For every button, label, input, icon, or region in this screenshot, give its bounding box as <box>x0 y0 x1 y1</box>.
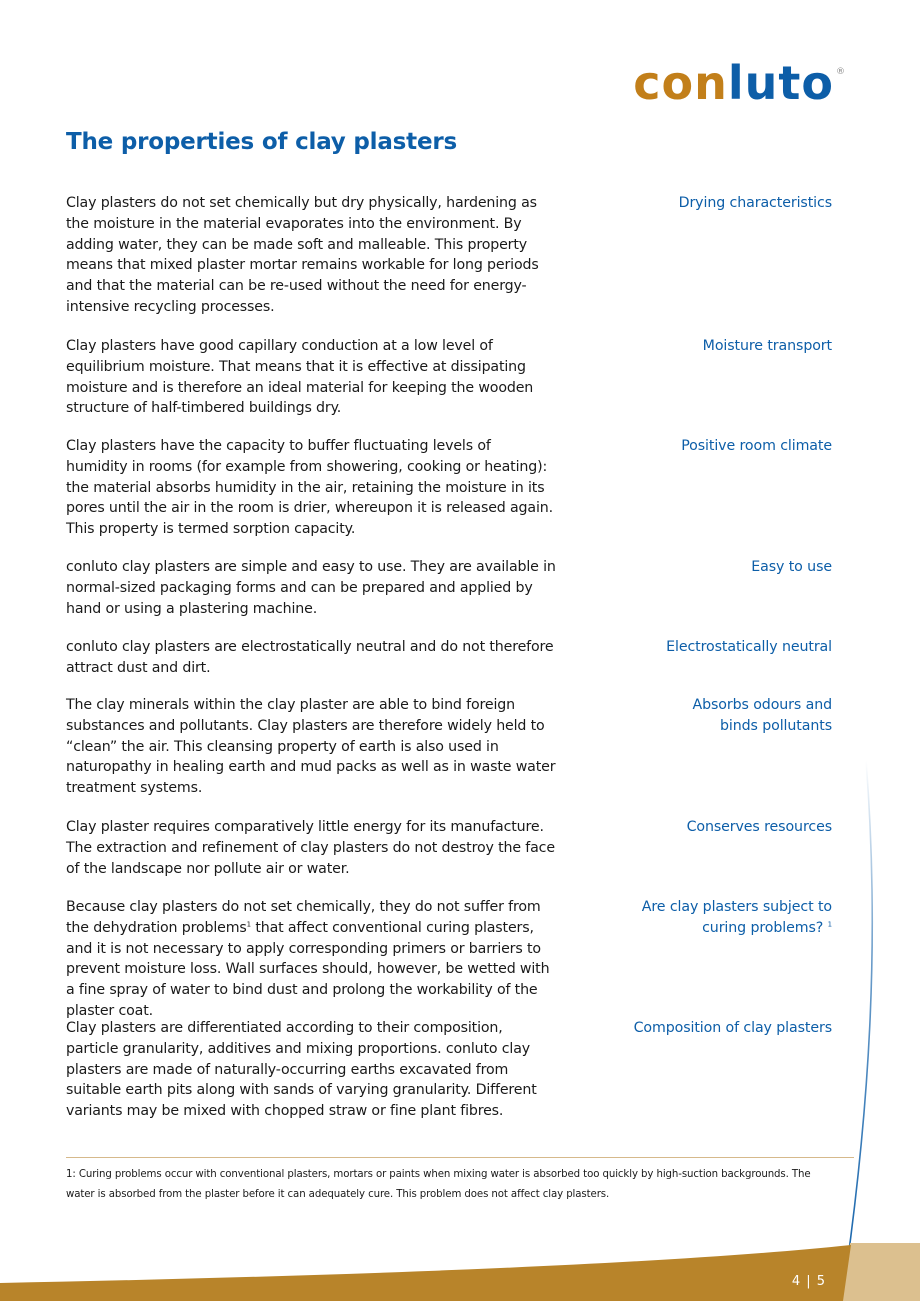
section-text: The clay minerals within the clay plaster are able to bind foreign substances and pollutants. Clay plasters are therefore widely held to “clean” the air. This cleansing property of earth is also used in naturopathy in healing earth and mud packs as well as in waste water treatment systems. <box>66 697 556 797</box>
section-label: Drying characteristics <box>678 195 832 211</box>
section-text-part2: that affect conventional curing plasters, and it is not necessary to apply corresponding primers or barriers to prevent moisture loss. Wall surfaces should, however, be wetted with a fine spray of water to bind dust and prolong the workability of the plaster coat. <box>66 919 550 1019</box>
page-number: 4 | 5 <box>791 1274 826 1289</box>
section-label: Moisture transport <box>702 338 832 354</box>
footer-shape <box>0 1221 920 1301</box>
section-text: Clay plasters do not set chemically but dry physically, hardening as the moisture in the material evaporates into the environment. By adding water, they can be made soft and malleable. This property means that mixed plaster mortar remains workable for long periods and that the material can be re-used without the need for energy-intensive recycling processes. <box>66 195 539 315</box>
section-label-line1: Are clay plasters subject to <box>641 899 832 915</box>
logo-luto: luto <box>727 56 834 110</box>
section-label: Conserves resources <box>686 819 832 835</box>
section-label: Easy to use <box>751 559 832 575</box>
section-text: Clay plasters have good capillary conduction at a low level of equilibrium moisture. That means that it is effective at dissipating moisture and is therefore an ideal material for keeping the wooden structure of half-timbered buildings dry. <box>66 338 534 417</box>
section-label: Positive room climate <box>681 438 832 454</box>
logo-con: con <box>633 56 728 110</box>
section-text: Clay plasters have the capacity to buffer fluctuating levels of humidity in rooms (for example from showering, cooking or heating): the material absorbs humidity in the air, retaining the moisture in its pores until the air in the room is drier, whereupon it is released again. This property is termed sorption capacity. <box>66 438 553 538</box>
section-label-line2: curing problems? <box>702 919 824 936</box>
section-text: conluto clay plasters are simple and easy to use. They are available in normal-sized packaging forms and can be prepared and applied by hand or using a plastering machine. <box>66 559 556 617</box>
section-text: Clay plaster requires comparatively little energy for its manufacture. The extraction and refinement of clay plasters do not destroy the face of the landscape nor pollute air or water. <box>66 819 555 877</box>
section-label: Composition of clay plasters <box>633 1020 832 1036</box>
section-text: conluto clay plasters are electrostatically neutral and do not therefore attract dust and dirt. <box>66 639 554 676</box>
section-label-line1: Absorbs odours and <box>692 697 832 713</box>
footer-tan-block <box>842 1243 920 1301</box>
section-text-part1: Because clay plasters do not set chemically, they do not suffer from the dehydration problems <box>66 899 541 936</box>
footer-band <box>0 1221 920 1301</box>
page-title: The properties of clay plasters <box>66 129 457 155</box>
section-text: Clay plasters are differentiated according to their composition, particle granularity, additives and mixing proportions. conluto clay plasters are made of naturally-occurring earths excavated from suitable earth pits along with sands of varying granularity. Different variants may be mixed with chopped straw or fine plant fibres. <box>66 1020 537 1120</box>
footnote: 1: Curing problems occur with conventional plasters, mortars or paints when mixing water is absorbed too quickly by high-suction backgrounds. The water is absorbed from the plaster before it can adequately cure. This problem does not affect clay plasters. <box>66 1169 811 1200</box>
footer-gold-wave <box>0 1245 851 1301</box>
curve-line <box>842 760 872 1301</box>
section-label: Electrostatically neutral <box>666 639 832 655</box>
label-footnote-reference: 1 <box>827 920 832 929</box>
footnote-reference: 1 <box>246 920 251 929</box>
logo-registered-mark: ® <box>836 67 846 77</box>
section-label-line2: binds pollutants <box>719 717 832 734</box>
